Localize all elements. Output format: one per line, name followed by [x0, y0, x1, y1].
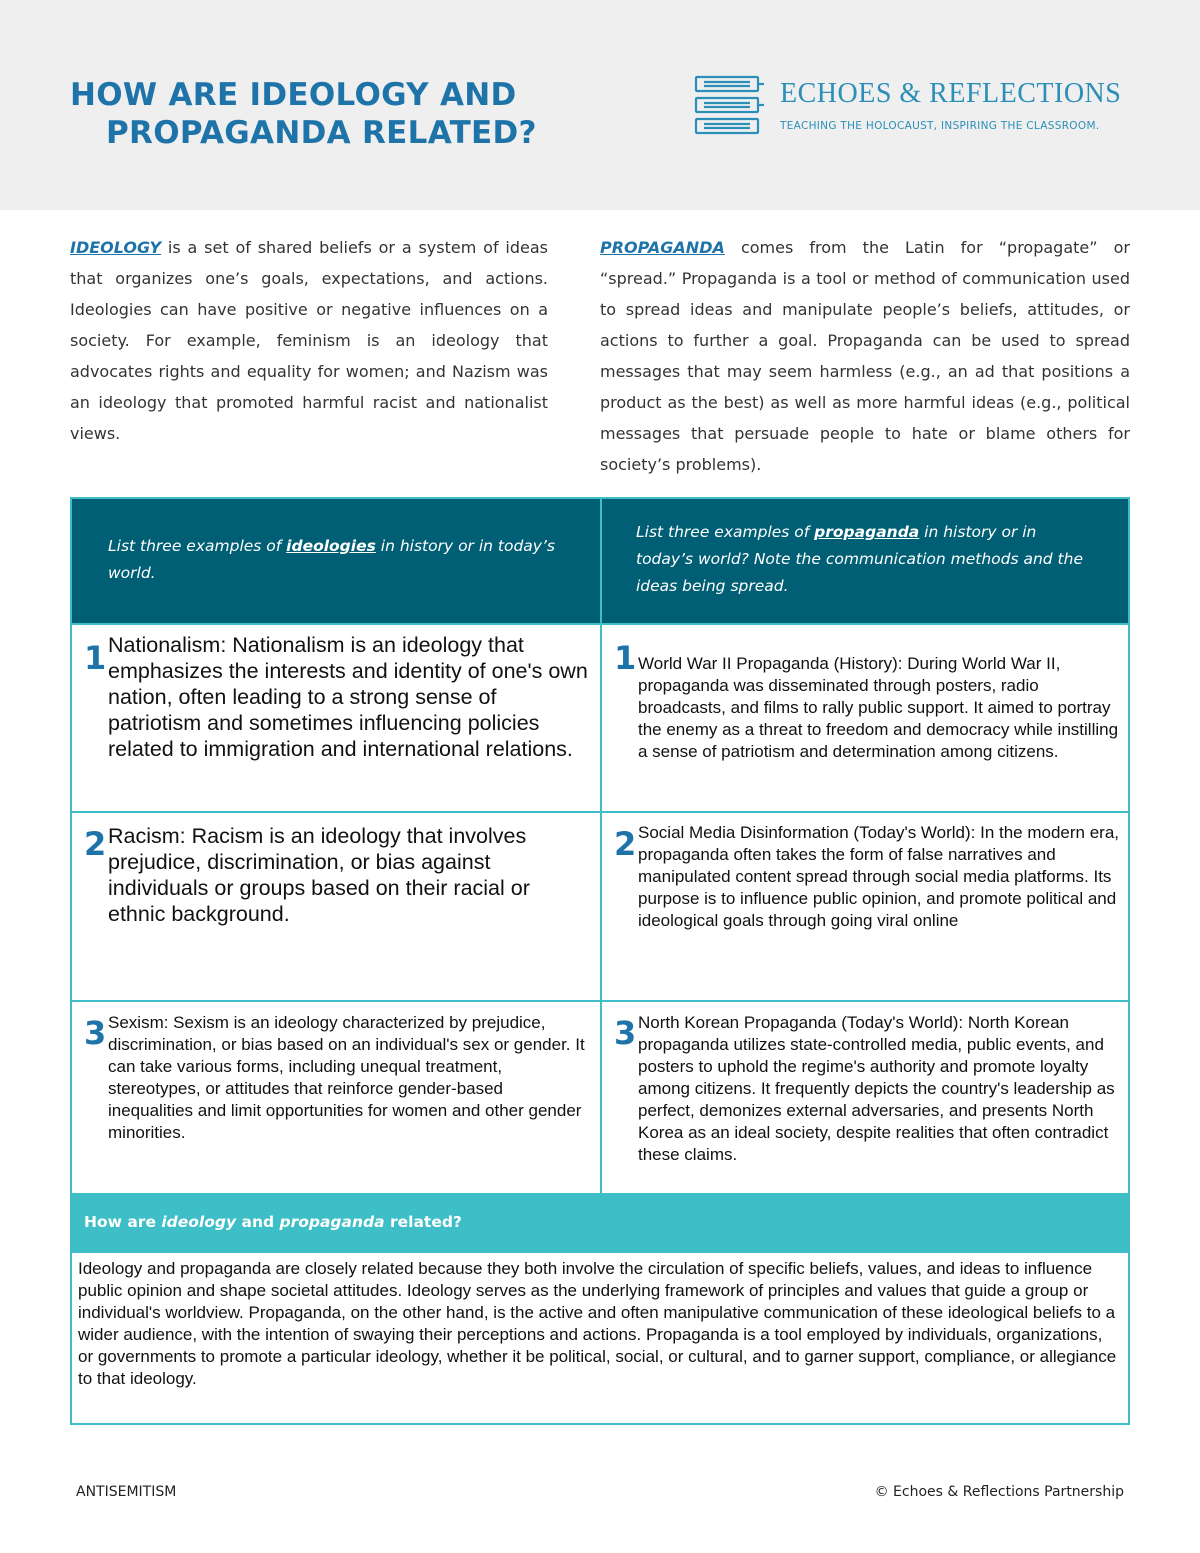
question-term-ideology: ideology	[161, 1213, 237, 1231]
logo-tagline: TEACHING THE HOLOCAUST, INSPIRING THE CLASSROOM.	[780, 120, 1100, 132]
title-line-1: HOW ARE IDEOLOGY AND	[70, 77, 517, 113]
ideology-term: IDEOLOGY	[70, 238, 162, 257]
propaganda-definition	[600, 232, 1130, 480]
row-divider	[72, 1000, 1128, 1002]
question-mid: and	[236, 1213, 280, 1231]
propaganda-term: PROPAGANDA	[600, 238, 725, 257]
footer-unit-label: ANTISEMITISM	[76, 1484, 177, 1500]
question-prefix: How are	[84, 1213, 162, 1231]
relation-answer: Ideology and propaganda are closely related because they both involve the circulation of specific beliefs, values, and ideas to influence public opinion and shape societal attitudes. Ideology serves as the underlying framework of principles and values that guide a group or individual's worldview. Propaganda, on the other hand, is the active and often manipulative communication of these ideological beliefs to a wider audience, with the intention of swaying their perceptions and actions. Propaganda is a tool employed by individuals, organizations, or governments to promote a particular ideology, whether it be political, social, or cultural, and to garner support, compliance, or allegiance to that ideology.	[70, 1253, 1130, 1425]
header-prefix: List three examples of	[108, 537, 287, 555]
header-keyword: propaganda	[814, 523, 920, 541]
row-number-3-right: 3	[614, 1014, 637, 1052]
footer-copyright: © Echoes & Reflections Partnership	[874, 1484, 1124, 1500]
echoes-reflections-logo	[694, 74, 1134, 138]
propaganda-example-3: North Korean Propaganda (Today's World): North Korean propaganda utilizes state-controlled media, public events, and posters to uphold the regime's authority and promote loyalty among citizens. It frequently depicts the country's leadership as perfect, demonizes external adversaries, and presents North Korea as an ideal society, despite realities that often contradict these claims.	[638, 1013, 1115, 1164]
propaganda-example-1: World War II Propaganda (History): During World War II, propaganda was disseminated through posters, radio broadcasts, and films to rally public support. It aimed to portray the enemy as a threat to freedom and democracy while instilling a sense of patriotism and determination among citizens.	[638, 654, 1119, 761]
examples-table	[70, 497, 1130, 1195]
header-suffix: in history or in today’s world? Note the communication methods and the ideas being spread.	[636, 523, 1083, 595]
column-divider	[600, 499, 602, 1193]
row-number-2-left: 2	[84, 825, 107, 863]
propaganda-column-header	[602, 499, 1128, 623]
row-divider	[72, 623, 1128, 625]
book-stack-logo-icon	[694, 74, 766, 136]
header-suffix: in history or in today’s world.	[108, 537, 555, 582]
header-prefix: List three examples of	[636, 523, 815, 541]
header-keyword: ideologies	[286, 537, 376, 555]
ideology-definition-text: is a set of shared beliefs or a system of ideas that organizes one’s goals, expectations, and actions. Ideologies can have positive or negative influences on a society. For example, feminism is an ideology that advocates rights and equality for women; and Nazism was an ideology that promoted harmful racist and nationalist views.	[70, 238, 548, 443]
ideology-definition	[70, 232, 548, 449]
propaganda-example-2: Social Media Disinformation (Today's World): In the modern era, propaganda often takes the form of false narratives and manipulated content spread through social media platforms. Its purpose is to influence public opinion, and promote political and ideological goals through going viral online	[638, 823, 1120, 930]
page-title	[70, 76, 537, 152]
row-number-1-left: 1	[84, 639, 107, 677]
row-number-3-left: 3	[84, 1014, 107, 1052]
row-number-1-right: 1	[614, 639, 637, 677]
ideology-example-3: Sexism: Sexism is an ideology characterized by prejudice, discrimination, or bias based on an individual's sex or gender. It can take various forms, including unequal treatment, stereotypes, or attitudes that reinforce gender-based inequalities and limit opportunities for women and other gender minorities.	[108, 1013, 585, 1142]
row-divider	[72, 811, 1128, 813]
propaganda-definition-text: comes from the Latin for “propagate” or “spread.” Propaganda is a tool or method of communication used to spread ideas and manipulate people’s beliefs, attitudes, or actions to further a goal. Propaganda can be used to spread messages that may seem harmless (e.g., an ad that positions a product as the best) as well as more harmful ideas (e.g., political messages that persuade people to hate or blame others for society’s problems).	[600, 238, 1130, 474]
question-suffix: related?	[384, 1213, 462, 1231]
ideology-example-2: Racism: Racism is an ideology that involves prejudice, discrimination, or bias against individuals or groups based on their racial or ethnic background.	[108, 824, 530, 926]
page-header	[0, 0, 1200, 210]
question-term-propaganda: propaganda	[279, 1213, 385, 1231]
title-line-2: PROPAGANDA RELATED?	[106, 115, 537, 151]
row-number-2-right: 2	[614, 825, 637, 863]
ideologies-column-header	[72, 499, 600, 623]
ideology-example-1: Nationalism: Nationalism is an ideology that emphasizes the interests and identity of one's own nation, often leading to a strong sense of patriotism and sometimes influencing policies related to immigration and international relations.	[108, 633, 588, 761]
relation-question-bar	[70, 1195, 1130, 1253]
logo-wordmark: ECHOES & REFLECTIONS	[780, 78, 1122, 109]
